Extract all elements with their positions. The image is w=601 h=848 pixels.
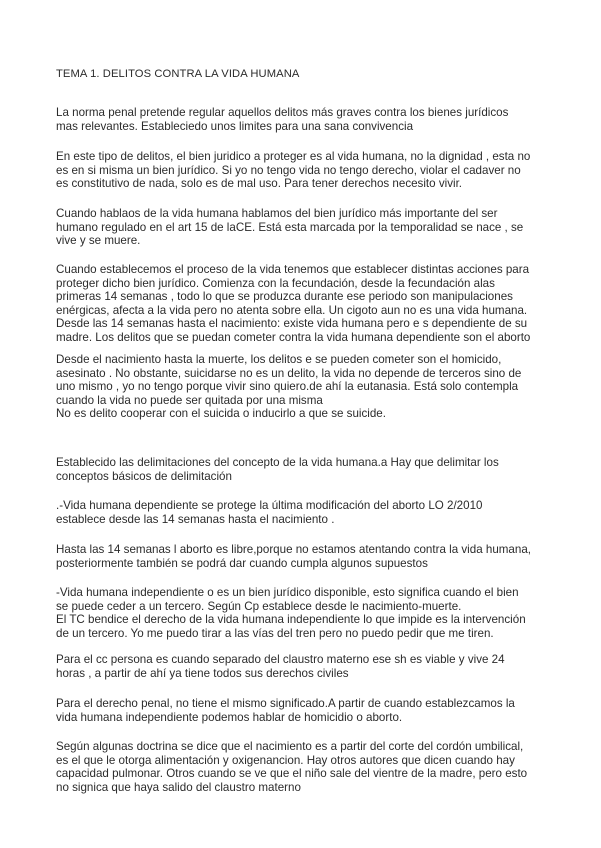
paragraph-line: No es delito cooperar con el suicida o inducirlo a que se suicide. [56,407,386,421]
paragraph-line: establece desde las 14 semanas hasta el nacimiento . [56,512,335,526]
paragraph-line: Hasta las 14 semanas l aborto es libre,porque no estamos atentando contra la vida humana, [56,543,531,556]
paragraph-line: es en si misma un bien jurídico. Si yo no tengo vida no tengo derecho, violar el cadaver no [56,163,521,177]
paragraph-line: El TC bendice el derecho de la vida humana independiente lo que impide es la intervención [56,613,526,627]
paragraph-line: Para el derecho penal, no tiene el mismo significado.A partir de cuando establezcamos la [56,697,515,710]
paragraph-line: de un tercero. Yo me puedo tirar a las vías del tren pero no puedo pedir que me tiren. [56,626,494,640]
paragraph [56,263,556,345]
paragraph-line: Desde el nacimiento hasta la muerte, los delitos e se pueden cometer son el homicido, [56,353,502,366]
paragraph [56,740,556,794]
paragraph-line: Establecido las delimitaciones del concepto de la vida humana.a Hay que delimitar los [56,456,499,469]
paragraph [56,586,556,640]
paragraph-line: asesinato . No obstante, suicidarse no es un delito, la vida no depende de terceros sino de [56,366,522,380]
paragraph-line: primeras 14 semanas , todo lo que se produzca durante ese periodo son manipulaciones [56,290,513,304]
paragraph-line: proteger dicho bien jurídico. Comienza con la fecundación, desde la fecundación alas [56,276,495,290]
paragraph-line: Para el cc persona es cuando separado del claustro materno ese sh es viable y vive 24 [56,653,505,666]
paragraph-line: En este tipo de delitos, el bien juridico a proteger es al vida humana, no la dignidad , esta no [56,150,531,163]
paragraph-line: posteriormente también se podrá dar cuando cumpla algunos supuestos [56,556,428,570]
paragraph-line: conceptos básicos de delimitación [56,469,232,483]
paragraph-line: Cuando hablaos de la vida humana hablamos del bien jurídico más importante del ser [56,207,498,220]
paragraph [56,353,556,421]
paragraph-line: se puede ceder a un tercero. Según Cp establece desde le nacimiento-muerte. [56,599,462,613]
paragraph-line: capacidad pulmonar. Otros cuando se ve que el niño sale del vientre de la madre, pero esto [56,767,528,781]
paragraph-line: horas , a partir de ahí ya tiene todos sus derechos civiles [56,666,349,680]
paragraph-line: -Vida humana independiente o es un bien jurídico disponible, esto significa cuando el bien [56,586,519,599]
paragraph-line: enérgicas, afecta a la vida pero no atenta sobre ella. Un cigoto aun no es una vida humana. [56,303,528,317]
paragraph-line: vive y se muere. [56,234,141,248]
paragraph-line: vida humana independiente podemos hablar de homicidio o aborto. [56,710,403,724]
paragraph-line: Según algunas doctrina se dice que el nacimiento es a partir del corte del cordón umbilical, [56,740,524,753]
paragraph-line: Desde las 14 semanas hasta el nacimiento: existe vida humana pero e s dependiente de su [56,317,528,331]
paragraph-line: humano regulado en el art 15 de laCE. Está esta marcada por la temporalidad se nace , se [56,220,524,234]
paragraph-line: .-Vida humana dependiente se protege la última modificación del aborto LO 2/2010 [56,499,483,512]
paragraph [56,106,556,133]
paragraph-line: Cuando establecemos el proceso de la vida tenemos que establecer distintas acciones para [56,263,530,276]
paragraph [56,499,556,526]
paragraph [56,653,556,680]
paragraph [56,456,556,483]
paragraph-line: uno mismo , yo no tengo porque vivir sino quiero.de ahí la eutanasia. Está solo contempla [56,380,519,394]
document-title: TEMA 1. DELITOS CONTRA LA VIDA HUMANA [56,68,300,80]
paragraph-line: mas relevantes. Estableciedo unos limites para una sana convivencia [56,119,414,133]
paragraph-line: cuando la vida no puede ser quitada por una misma [56,393,323,407]
paragraph-line: es el que le otorga alimentación y oxigenancion. Hay otros autores que dicen cuando hay [56,753,515,767]
paragraph [56,543,556,570]
paragraph-line: madre. Los delitos que se puedan cometer contra la vida humana dependiente son el aborto [56,330,531,344]
paragraph [56,150,556,191]
paragraph [56,207,556,248]
paragraph [56,697,556,724]
paragraph-line: es constitutivo de nada, solo es de mal uso. Para tener derechos necesito vivir. [56,177,463,191]
paragraph-line: La norma penal pretende regular aquellos delitos más graves contra los bienes jurídicos [56,106,509,119]
paragraph-line: no signica que haya salido del claustro materno [56,780,301,794]
